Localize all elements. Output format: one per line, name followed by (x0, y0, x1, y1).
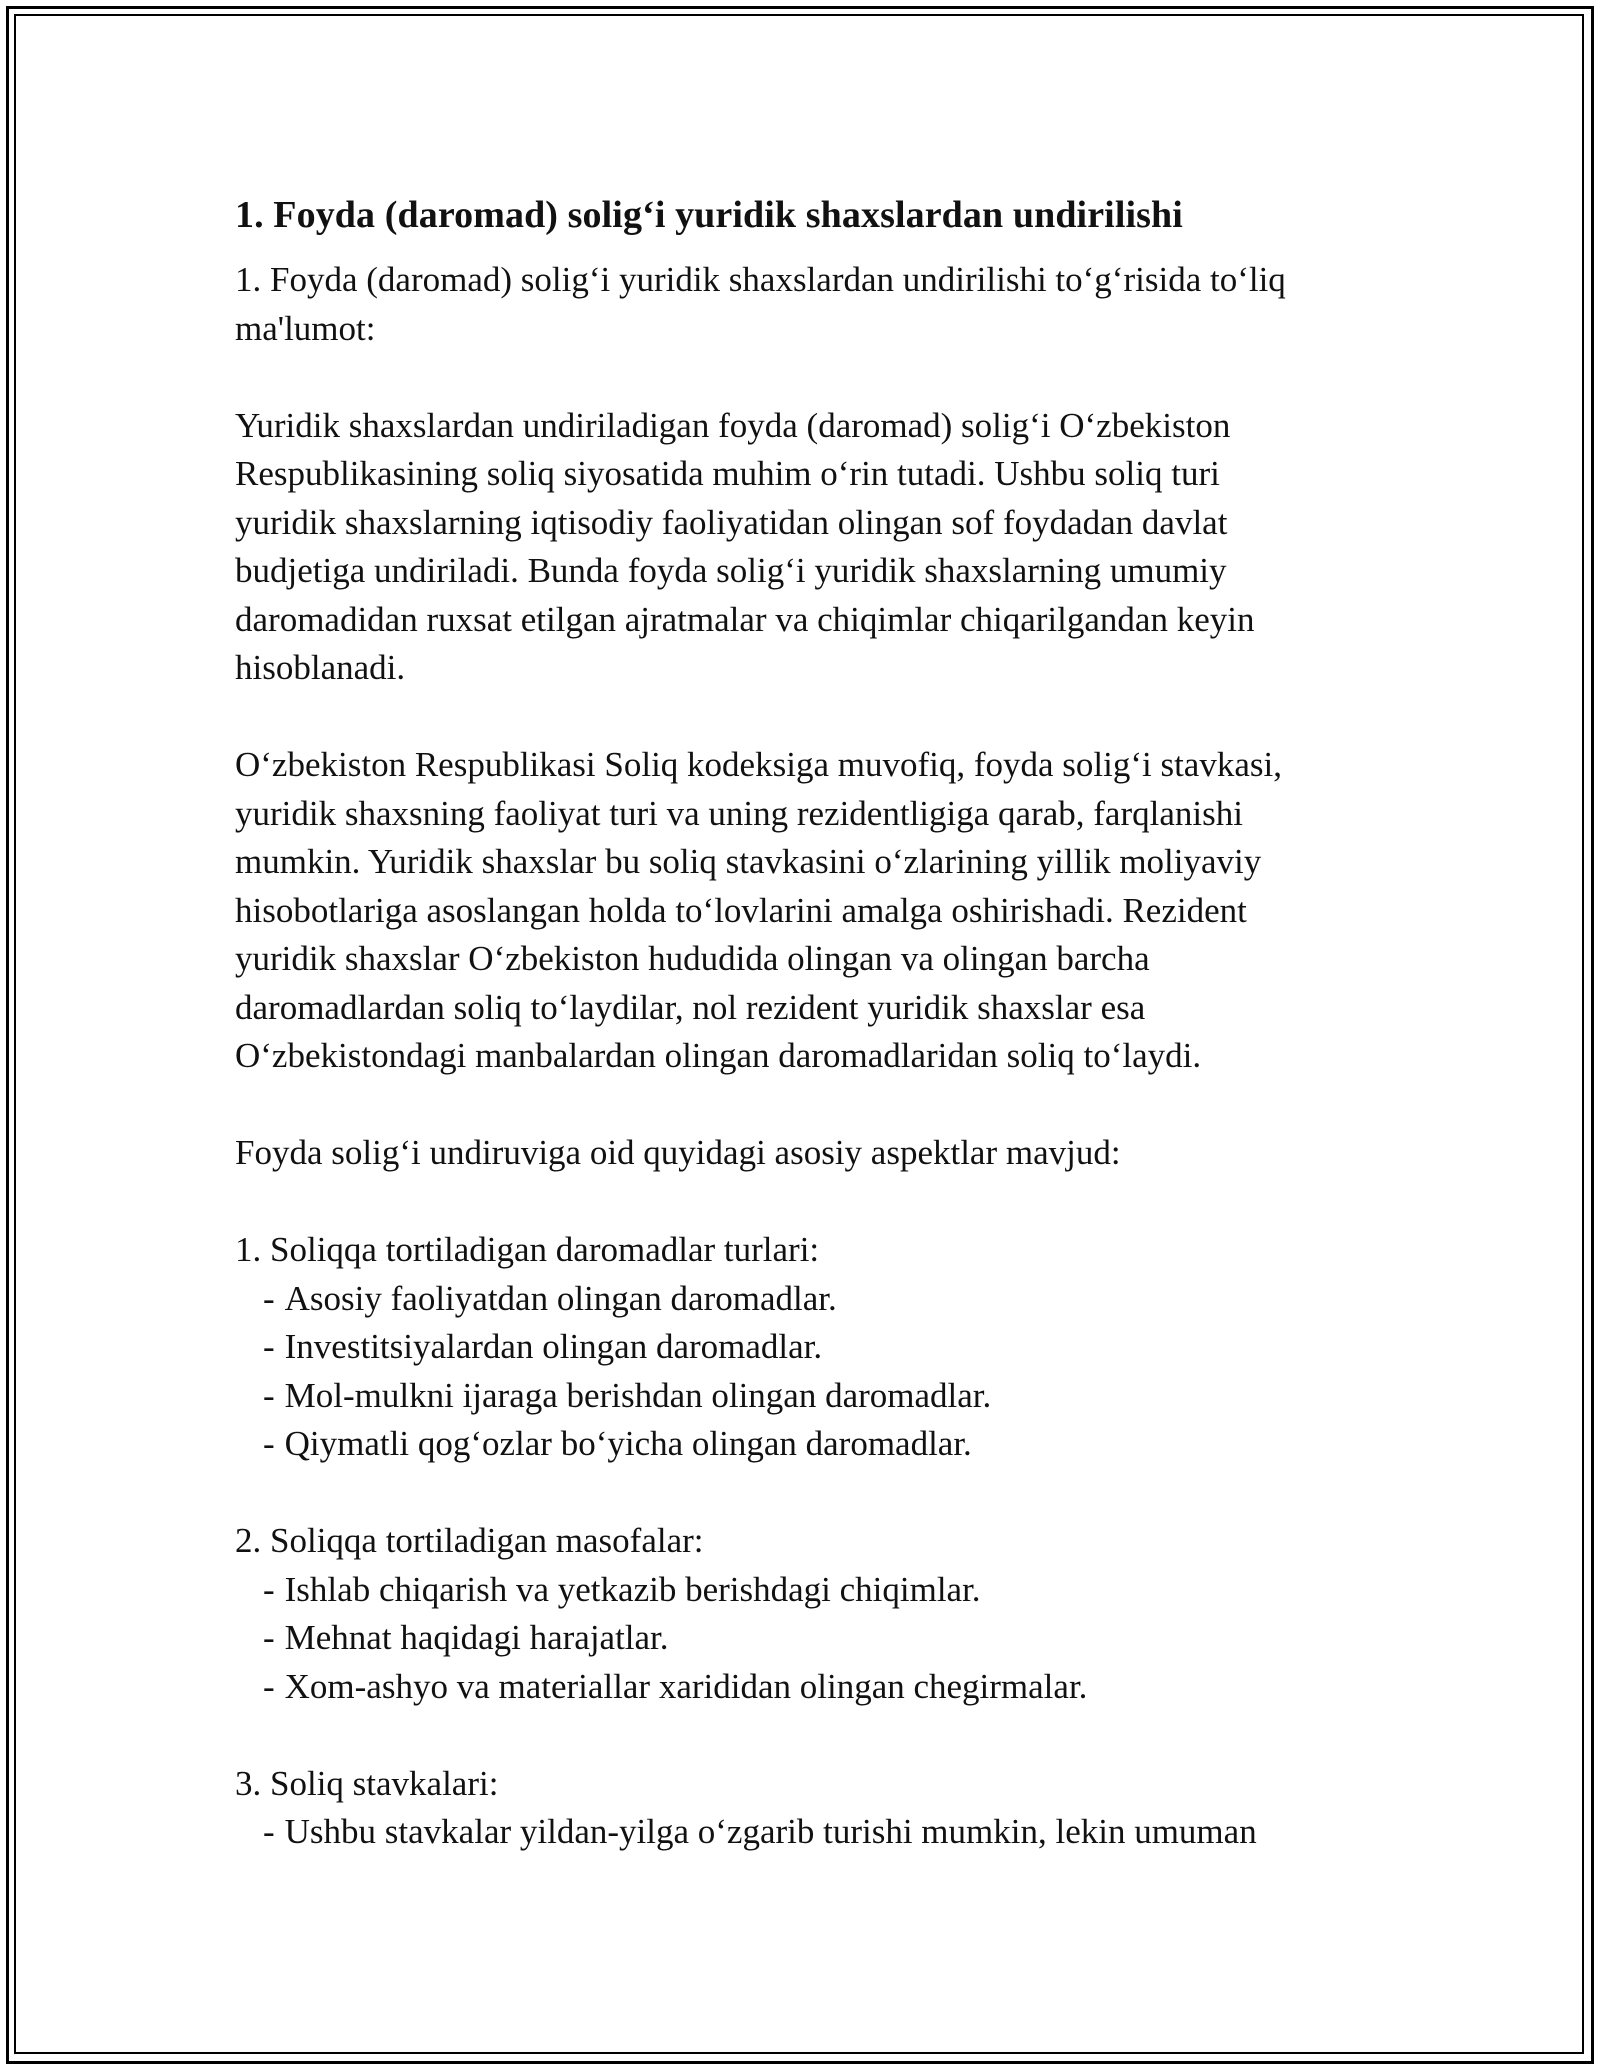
section-title: 3. Soliq stavkalari: (235, 1763, 499, 1803)
list-item: - Xom-ashyo va materiallar xarididan olingan chegirmalar. (263, 1666, 1088, 1706)
section-title: 2. Soliqqa tortiladigan masofalar: (235, 1521, 704, 1560)
paragraph-2: O‘zbekiston Respublikasi Soliq kodeksiga muvofiq, foyda solig‘i stavkasi, yuridik shaxsning faoliyat turi va uning rezidentligiga qarab, farqlanishi mumkin. Yuridik shaxslar bu soliq stavkasini o‘zlarining yillik moliyaviy hisobotlariga asoslangan holda to‘lovlarini amalga oshirishadi. Rezident yuridik shaxslar O‘zbekiston hududida olingan va olingan barcha daromadlardan soliq to‘laydilar, nol rezident yuridik shaxslar esa O‘zbekistondagi manbalardan olingan daromadlaridan soliq to‘laydi. (235, 745, 1282, 1075)
list-item: - Mehnat haqidagi harajatlar. (263, 1618, 669, 1657)
list-item: - Ushbu stavkalar yildan-yilga o‘zgarib turishi mumkin, lekin umuman (263, 1812, 1257, 1851)
paragraph-1: Yuridik shaxslardan undiriladigan foyda (daromad) solig‘i O‘zbekiston Respublikasining soliq siyosatida muhim o‘rin tutadi. Ushbu soliq turi yuridik shaxslarning iqtisodiy faoliyatidan olingan sof foydadan davlat budjetiga undiriladi. Bunda foyda solig‘i yuridik shaxslarning umumiy daromadidan ruxsat etilgan ajratmalar va chiqimlar chiqarilgandan keyin hisoblanadi. (235, 405, 1255, 687)
section-title: 1. Soliqqa tortiladigan daromadlar turlari: (235, 1230, 820, 1269)
section-2 (235, 1517, 1395, 1711)
list-item: - Ishlab chiqarish va yetkazib berishdagi chiqimlar. (263, 1569, 981, 1609)
section-list (235, 1808, 1395, 1857)
section-3 (235, 1760, 1395, 1857)
section-1 (235, 1226, 1395, 1469)
document-heading: 1. Foyda (daromad) solig‘i yuridik shaxslardan undirilishi (235, 194, 1183, 236)
intro-paragraph: 1. Foyda (daromad) solig‘i yuridik shaxslardan undirilishi to‘g‘risida to‘liq ma'lumot: (235, 260, 1286, 348)
list-item: - Asosiy faoliyatdan olingan daromadlar. (263, 1278, 837, 1318)
list-item: - Investitsiyalardan olingan daromadlar. (263, 1327, 823, 1366)
paragraph-3: Foyda solig‘i undiruviga oid quyidagi asosiy aspektlar mavjud: (235, 1133, 1121, 1172)
list-item: - Qiymatli qog‘ozlar bo‘yicha olingan daromadlar. (263, 1424, 972, 1463)
list-item: - Mol-mulkni ijaraga berishdan olingan daromadlar. (263, 1375, 992, 1415)
document-body (235, 192, 1395, 1857)
section-list (235, 1566, 1395, 1712)
section-list (235, 1275, 1395, 1469)
